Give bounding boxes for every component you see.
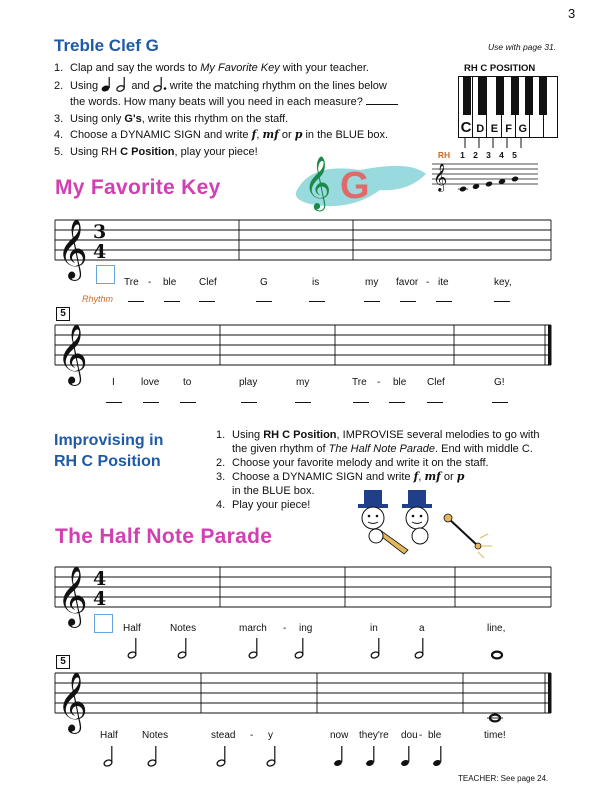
improv-step-2: 2. Choose your favorite melody and write it on the staff. bbox=[216, 457, 489, 469]
measure-number: 5 bbox=[56, 307, 70, 321]
my-favorite-key-title: My Favorite Key bbox=[55, 176, 221, 199]
lyric-hyphen: - bbox=[148, 277, 152, 288]
lyric-syllable: Half bbox=[100, 730, 118, 741]
rhythm-label: Rhythm bbox=[82, 294, 114, 304]
lyric-syllable: Half bbox=[123, 623, 141, 634]
key-label-e: E bbox=[490, 123, 499, 135]
svg-text:4: 4 bbox=[93, 588, 107, 610]
lyric-syllable: play bbox=[239, 377, 258, 388]
key-label-c: C bbox=[460, 119, 472, 136]
quarter-note-icon bbox=[101, 77, 113, 92]
lyric-syllable: my bbox=[296, 377, 310, 388]
teacher-note: TEACHER: See page 24. bbox=[458, 774, 549, 783]
dotted-half-note-icon bbox=[153, 77, 167, 92]
rhythm-answer-line[interactable] bbox=[492, 402, 508, 403]
lyric-syllable: favor bbox=[396, 277, 419, 288]
lyric-syllable: is bbox=[312, 277, 320, 288]
treble-clef-icon: 𝄞 bbox=[433, 163, 448, 191]
rhythm-answer-line[interactable] bbox=[295, 402, 311, 403]
improv-step-4: 4. Play your piece! bbox=[216, 499, 311, 511]
lyric-syllable: they're bbox=[359, 730, 389, 741]
lyric-syllable: now bbox=[330, 730, 349, 741]
lyric-syllable: ite bbox=[438, 277, 449, 288]
parade-staff-2 bbox=[55, 669, 555, 732]
rhythm-answer-line[interactable] bbox=[436, 301, 452, 302]
rhythm-answer-line[interactable] bbox=[199, 301, 215, 302]
lyric-syllable: ble bbox=[163, 277, 177, 288]
lyric-syllable: in bbox=[370, 623, 378, 634]
page-number: 3 bbox=[568, 6, 576, 21]
half-note-parade-title: The Half Note Parade bbox=[55, 525, 273, 548]
rhythm-answer-line[interactable] bbox=[164, 301, 180, 302]
lyric-hyphen: - bbox=[250, 730, 254, 741]
finger-guide-lines bbox=[458, 138, 558, 150]
lyric-syllable: stead bbox=[211, 730, 236, 741]
treble-instructions bbox=[54, 60, 444, 160]
lyric-syllable: line, bbox=[487, 623, 506, 634]
rhythm-answer-line[interactable] bbox=[389, 402, 405, 403]
rhythm-answer-line[interactable] bbox=[364, 301, 380, 302]
lyric-syllable: key, bbox=[494, 277, 512, 288]
marching-snowmen-illustration bbox=[348, 488, 498, 558]
lyric-syllable: my bbox=[365, 277, 379, 288]
lyric-syllable: I bbox=[112, 377, 115, 388]
lyric-hyphen: - bbox=[283, 623, 287, 634]
treble-clef-icon: 𝄞 bbox=[57, 324, 88, 384]
svg-text:G: G bbox=[340, 165, 370, 207]
rhythm-answer-line[interactable] bbox=[494, 301, 510, 302]
key-label-d: D bbox=[476, 123, 485, 135]
treble-step-3: 3. Using only G's, write this rhythm on the staff. bbox=[54, 112, 289, 125]
use-with-note: Use with page 31. bbox=[488, 42, 557, 52]
improvising-heading: Improvising in RH C Position bbox=[54, 432, 164, 470]
lyric-hyphen: - bbox=[419, 730, 423, 741]
lyric-syllable: ble bbox=[393, 377, 407, 388]
lyric-syllable: G bbox=[260, 277, 268, 288]
rhythm-answer-line[interactable] bbox=[427, 402, 443, 403]
lyric-syllable: time! bbox=[484, 730, 506, 741]
treble-clef-g-illustration bbox=[290, 152, 430, 214]
treble-step-1: 1. Clap and say the words to My Favorite Key with your teacher. bbox=[54, 62, 369, 74]
treble-step-5: 5. Using RH C Position, play your piece! bbox=[54, 145, 258, 158]
svg-text:3: 3 bbox=[93, 221, 107, 243]
lyric-syllable: love bbox=[141, 377, 160, 388]
rhythm-answer-line[interactable] bbox=[106, 402, 122, 403]
rhythm-answer-line[interactable] bbox=[400, 301, 416, 302]
lyric-syllable: G! bbox=[494, 377, 505, 388]
whole-note bbox=[492, 652, 502, 659]
lyric-syllable: y bbox=[268, 730, 273, 741]
rh-c-position-title: RH C POSITION bbox=[464, 63, 536, 74]
measure-number: 5 bbox=[56, 655, 70, 669]
improv-step-1: 1. Using RH C Position, IMPROVISE several melodies to go with the given rhythm of The Half Note Parade. End with middle C. bbox=[216, 429, 540, 455]
lyric-syllable: dou bbox=[401, 730, 418, 741]
lyric-syllable: Notes bbox=[142, 730, 169, 741]
lyric-syllable: Tre bbox=[124, 277, 139, 288]
favorite-staff-1 bbox=[55, 216, 555, 279]
keyboard-diagram bbox=[458, 76, 558, 138]
lyric-syllable: Notes bbox=[170, 623, 197, 634]
lyric-syllable: Tre bbox=[352, 377, 367, 388]
svg-text:𝄞: 𝄞 bbox=[304, 155, 332, 209]
lyric-syllable: a bbox=[419, 623, 425, 634]
parade-rhythm-row-2 bbox=[100, 744, 520, 768]
rh-label: RH bbox=[437, 150, 451, 160]
lyric-syllable: ble bbox=[428, 730, 442, 741]
rhythm-answer-line[interactable] bbox=[128, 301, 144, 302]
rhythm-answer-line[interactable] bbox=[180, 402, 196, 403]
rhythm-answer-line[interactable] bbox=[241, 402, 257, 403]
lyric-syllable: Clef bbox=[199, 277, 217, 288]
lyric-syllable: to bbox=[183, 377, 192, 388]
dynamic-sign-box-2[interactable] bbox=[94, 614, 113, 633]
lyric-syllable: ing bbox=[299, 623, 313, 634]
treble-clef-heading: Treble Clef G bbox=[54, 36, 159, 55]
lyric-syllable: Clef bbox=[427, 377, 445, 388]
parade-staff-1 bbox=[55, 563, 555, 626]
improv-step-3: 3. Choose a DYNAMIC SIGN and write f, mf or p in the BLUE box. bbox=[216, 470, 465, 497]
beats-answer-line[interactable] bbox=[366, 96, 398, 105]
treble-clef-icon: 𝄞 bbox=[57, 566, 88, 626]
parade-rhythm-row-1 bbox=[120, 636, 520, 660]
treble-step-4: 4. Choose a DYNAMIC SIGN and write f, mf or p in the BLUE box. bbox=[54, 128, 389, 141]
treble-clef-icon: 𝄞 bbox=[57, 672, 88, 732]
finger-numbers: RH 1 2 3 4 5 bbox=[432, 150, 521, 160]
lyric-syllable: march bbox=[239, 623, 267, 634]
svg-text:4: 4 bbox=[93, 568, 107, 590]
rhythm-answer-line[interactable] bbox=[143, 402, 159, 403]
key-label-g: G bbox=[518, 123, 528, 135]
rhythm-answer-line[interactable] bbox=[353, 402, 369, 403]
svg-text:4: 4 bbox=[93, 241, 107, 263]
rhythm-answer-line[interactable] bbox=[309, 301, 325, 302]
rhythm-answer-line[interactable] bbox=[256, 301, 272, 302]
rh-position-mini-staff bbox=[432, 160, 542, 190]
middle-c-whole-note bbox=[487, 715, 503, 722]
treble-step-2: 2. Using and write the matching rhythm on the lines below the words. How many beats will you need in each measure? bbox=[54, 77, 444, 111]
lyric-hyphen: - bbox=[426, 277, 430, 288]
treble-clef-icon: 𝄞 bbox=[57, 219, 88, 279]
lyric-hyphen: - bbox=[377, 377, 381, 388]
key-label-f: F bbox=[505, 123, 512, 135]
dynamic-sign-box-1[interactable] bbox=[96, 265, 115, 284]
half-note-icon bbox=[116, 77, 128, 92]
